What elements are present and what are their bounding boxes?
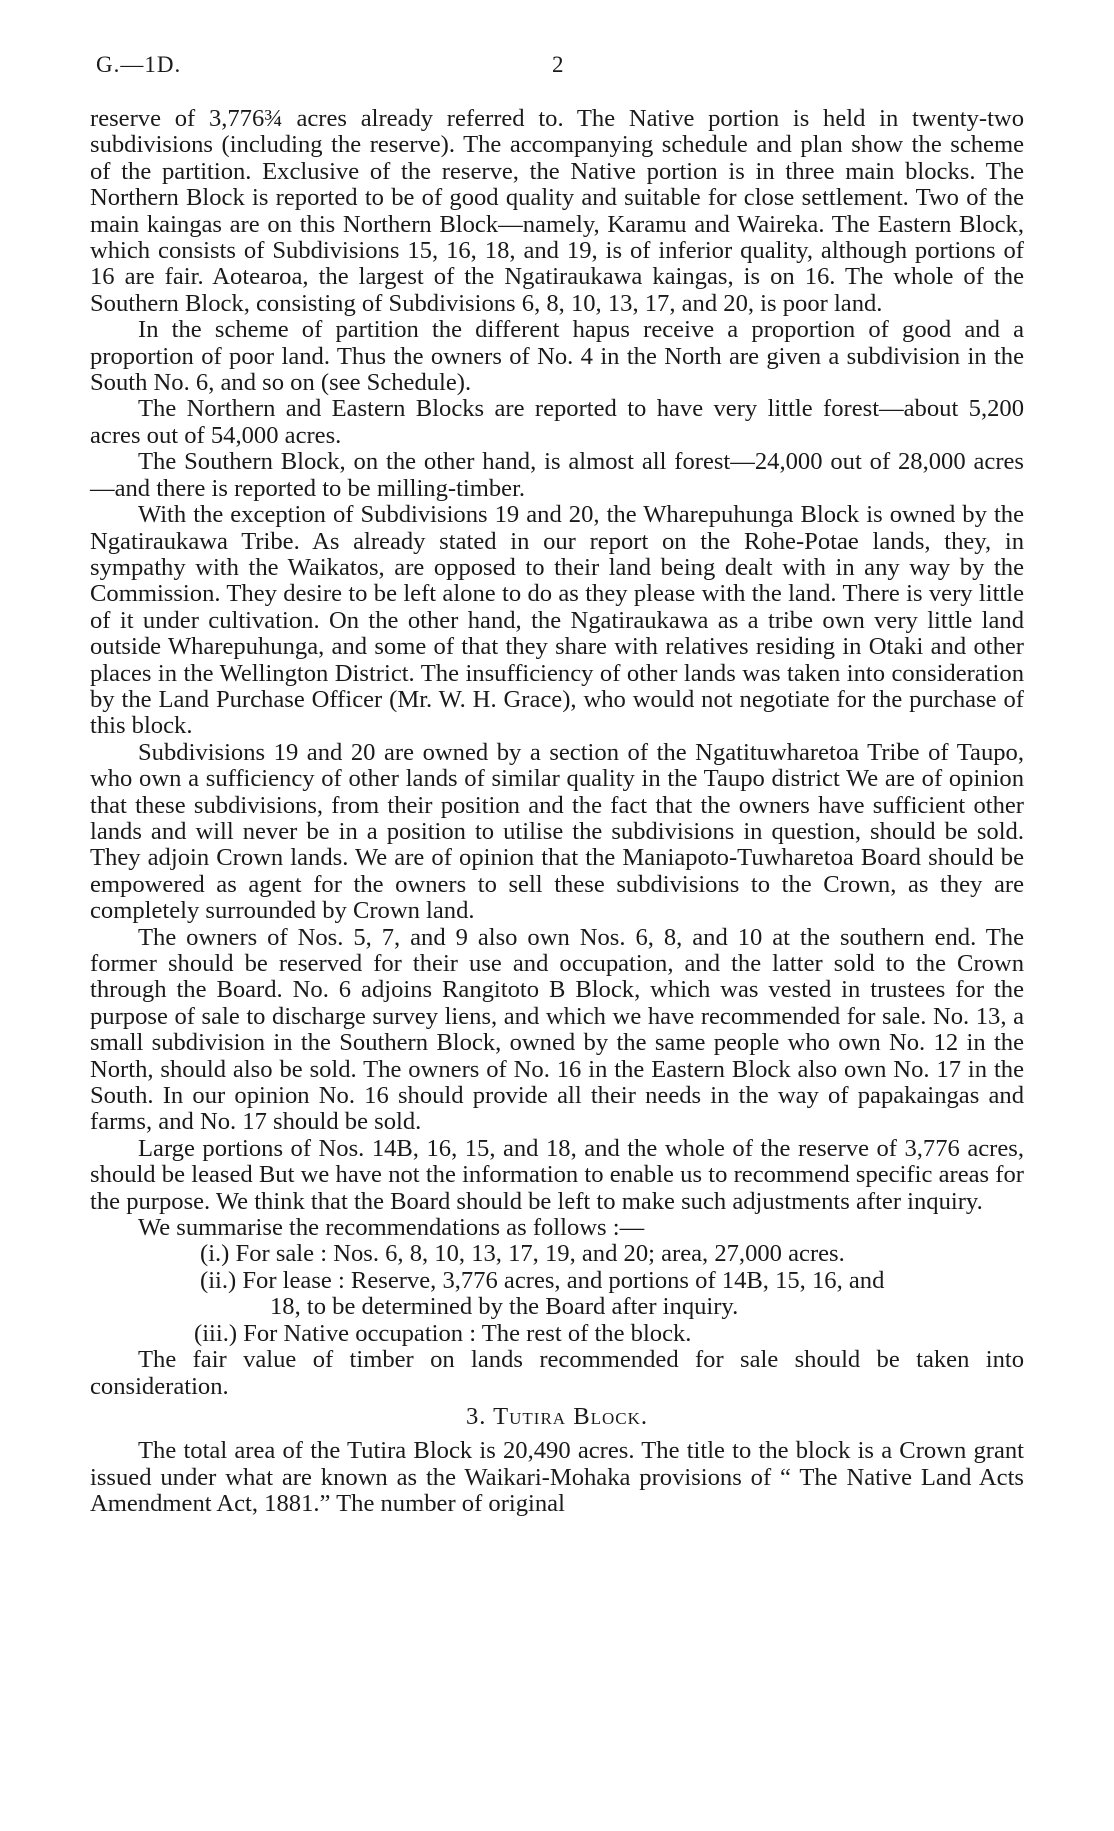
page-header xyxy=(96,52,1016,88)
paragraph: The fair value of timber on lands recommended for sale should be taken into consideration. xyxy=(90,1346,1024,1400)
page-number: 2 xyxy=(552,52,564,77)
recommendation-item xyxy=(90,1268,1024,1321)
recommendation-item: (iii.) For Native occupation : The rest of the block. xyxy=(194,1319,692,1347)
paragraph: reserve of 3,776¾ acres already referred to. The Native portion is held in twenty-two subdivisions (including the reserve). The accompanying schedule and plan show the scheme of the partition. Exclusive of the reserve, the Native portion is in three main blocks. The Northern Block is reported to be of good quality and suitable for close settlement. Two of the main kaingas are on this Northern Block—namely, Karamu and Waireka. The Eastern Block, which consists of Subdivisions 15, 16, 18, and 19, is of inferior quality, although portions of 16 are fair. Aotearoa, the largest of the Ngatiraukawa kaingas, is on 16. The whole of the Southern Block, consisting of Subdivisions 6, 8, 10, 13, 17, and 20, is poor land. xyxy=(90,105,1024,317)
section-heading: 3. Tutira Block. xyxy=(465,1402,649,1430)
paragraph: The owners of Nos. 5, 7, and 9 also own Nos. 6, 8, and 10 at the southern end. The former should be reserved for their use and occupation, and the latter sold to the Crown through the Board. No. 6 adjoins Rangitoto B Block, which was vested in trustees for the purpose of sale to discharge survey liens, and which we have recommended for sale. No. 13, a small subdivision in the Southern Block, owned by the same people who own No. 12 in the North, should also be sold. The owners of No. 16 in the Eastern Block also own No. 17 in the South. In our opinion No. 16 should provide all their needs in the way of papakaingas and farms, and No. 17 should be sold. xyxy=(90,923,1024,1136)
paragraph: We summarise the recommendations as follows :— xyxy=(138,1214,645,1242)
recommendation-item: (i.) For sale : Nos. 6, 8, 10, 13, 17, 19, and 20; area, 27,000 acres. xyxy=(200,1240,845,1268)
recommendation-text: (ii.) For lease : Reserve, 3,776 acres, and portions of 14B, 15, 16, and xyxy=(200,1266,885,1294)
paragraph: The total area of the Tutira Block is 20,490 acres. The title to the block is a Crown grant issued under what are known as the Waikari-Mohaka provisions of “ The Native Land Acts Amendment Act, 1881.” The number of original xyxy=(90,1437,1024,1518)
paragraph: In the scheme of partition the different hapus receive a proportion of good and a proportion of poor land. Thus the owners of No. 4 in the North are given a subdivision in the South No. 6, and so on (see Schedule). xyxy=(90,316,1024,397)
recommendation-continuation: 18, to be determined by the Board after inquiry. xyxy=(270,1293,739,1321)
paragraph: Subdivisions 19 and 20 are owned by a section of the Ngatituwharetoa Tribe of Taupo, who own a sufficiency of other lands of similar quality in the Taupo district We are of opinion that these subdivisions, from their position and the fact that the owners have sufficient other lands and will never be in a position to utilise the subdivisions in question, should be sold. They adjoin Crown lands. We are of opinion that the Maniapoto-Tuwharetoa Board should be empowered as agent for the owners to sell these subdivisions to the Crown, as they are completely surrounded by Crown land. xyxy=(90,738,1024,925)
paragraph: With the exception of Subdivisions 19 and 20, the Wharepuhunga Block is owned by the Ngatiraukawa Tribe. As already stated in our report on the Rohe-Potae lands, they, in sympathy with the Waikatos, are opposed to their land being dealt with in any way by the Commission. They desire to be left alone to do as they please with the land. There is very little of it under cultivation. On the other hand, the Ngatiraukawa as a tribe own very little land outside Wharepuhunga, and some of that they share with relatives residing in Otaki and other places in the Wellington District. The insufficiency of other lands was taken into consideration by the Land Purchase Officer (Mr. W. H. Grace), who would not negotiate for the purchase of this block. xyxy=(90,501,1024,740)
paragraph: Large portions of Nos. 14B, 16, 15, and 18, and the whole of the reserve of 3,776 acres, should be leased But we have not the information to enable us to recommend specific areas for the purpose. We think that the Board should be left to make such adjustments after inquiry. xyxy=(90,1134,1024,1215)
paragraph: The Northern and Eastern Blocks are reported to have very little forest—about 5,200 acres out of 54,000 acres. xyxy=(90,395,1024,449)
document-body xyxy=(90,106,1024,1518)
paragraph: The Southern Block, on the other hand, is almost all forest—24,000 out of 28,000 acres—and there is reported to be milling-timber. xyxy=(90,448,1024,502)
document-reference: G.—1D. xyxy=(96,52,182,77)
recommendations-list xyxy=(90,1241,1024,1347)
